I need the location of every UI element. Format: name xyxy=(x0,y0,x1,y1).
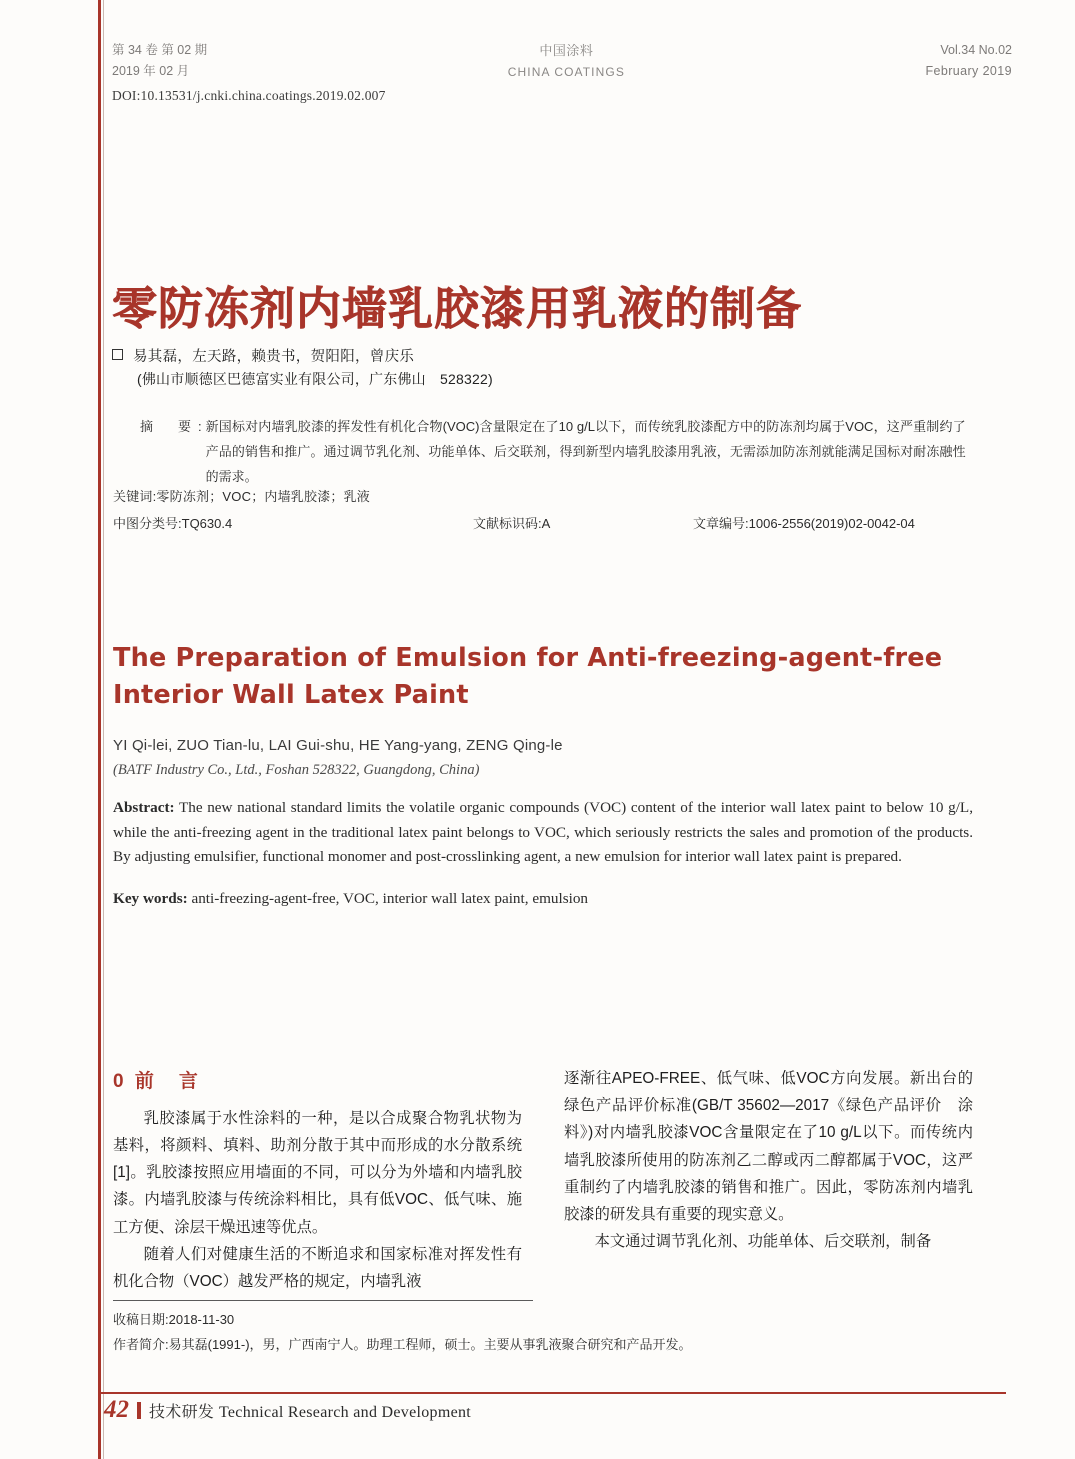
article-id-label: 文章编号: xyxy=(693,516,749,531)
author-bio xyxy=(113,1333,933,1358)
paragraph: 逐渐往APEO-FREE、低气味、低VOC方向发展。新出台的绿色产品评价标准(GB/T 35602—2017《绿色产品评价 涂料》)对内墙乳胶漆VOC含量限定在了10 g/L以下。而传统内墙乳胶漆所使用的防冻剂乙二醇或丙二醇都属于VOC，这严重制约了内墙乳胶漆的销售和推广。因此，零防冻剂内墙乳胶漆的研发具有重要的现实意义。 xyxy=(564,1070,973,1224)
author-bio-value: 易其磊(1991-)，男，广西南宁人。助理工程师，硕士。主要从事乳液聚合研究和产品开发。 xyxy=(168,1336,692,1352)
journal-name-en: CHINA COATINGS xyxy=(507,65,625,80)
authors-en: YI Qi-lei, ZUO Tian-lu, LAI Gui-shu, HE Yang-yang, ZENG Qing-le xyxy=(113,737,563,754)
journal-name xyxy=(508,40,625,82)
keywords-en-label: Key words: xyxy=(113,890,188,907)
bullet-square-icon xyxy=(112,349,123,360)
body-column-right xyxy=(564,1065,973,1295)
clc-value: TQ630.4 xyxy=(181,516,233,531)
date-cn: 2019 年 02 月 xyxy=(112,64,190,79)
page-title-cn: 零防冻剂内墙乳胶漆用乳液的制备 xyxy=(112,282,803,335)
paragraph: 乳胶漆属于水性涂料的一种，是以合成聚合物乳状物为基料，将颜料、填料、助剂分散于其中而形成的水分散系统[1]。乳胶漆按照应用墙面的不同，可以分为外墙和内墙乳胶漆。内墙乳胶漆与传统涂料相比，具有低VOC、低气味、施工方便、涂层干燥迅速等优点。 xyxy=(113,1109,522,1236)
footer-divider xyxy=(98,1392,1006,1394)
classification-row xyxy=(113,513,1005,532)
affiliation-cn: (佛山市顺德区巴德富实业有限公司，广东佛山 528322) xyxy=(137,371,493,387)
running-head-volume xyxy=(112,40,207,83)
footer-accent-bar xyxy=(137,1402,141,1419)
volume-issue-en: Vol.34 No.02 xyxy=(940,43,1012,57)
clc-field xyxy=(113,513,473,532)
article-id-value: 1006-2556(2019)02-0042-04 xyxy=(748,516,915,531)
doi-text: DOI:10.13531/j.cnki.china.coatings.2019.02.007 xyxy=(112,88,386,103)
footnote-divider xyxy=(113,1300,533,1301)
page-number: 42 xyxy=(104,1396,129,1423)
keywords-en-text: anti-freezing-agent-free, VOC, interior wall latex paint, emulsion xyxy=(187,890,589,907)
left-accent-rule-thin xyxy=(103,0,104,1459)
date-en: February 2019 xyxy=(925,64,1012,79)
running-head-volume-en xyxy=(925,40,1012,83)
keywords-cn-text: 零防冻剂；VOC；内墙乳胶漆；乳液 xyxy=(156,489,370,504)
authors-cn xyxy=(112,345,414,366)
paragraph: 本文通过调节乳化剂、功能单体、后交联剂，制备 xyxy=(594,1233,932,1251)
affiliation-en: (BATF Industry Co., Ltd., Foshan 528322, Guangdong, China) xyxy=(113,762,480,778)
page-title-en: The Preparation of Emulsion for Anti-freezing-agent-free Interior Wall Latex Paint xyxy=(113,643,943,710)
footer-label-en: Technical Research and Development xyxy=(218,1404,472,1421)
abstract-en-text: The new national standard limits the volatile organic compounds (VOC) content of the interior wall latex paint to below 10 g/L, while the anti-freezing agent in the traditional latex paint belongs to VOC, which seriously restricts the sales and promotion of the products. By adjusting emulsifier, functional monomer and post-crosslinking agent, a new emulsion for interior wall latex paint is prepared. xyxy=(113,799,973,866)
abstract-en xyxy=(113,796,973,870)
keywords-en xyxy=(113,890,973,908)
paragraph: 随着人们对健康生活的不断追求和国家标准对挥发性有机化合物（VOC）越发严格的规定，内墙乳液 xyxy=(113,1245,522,1291)
section-number: 0 xyxy=(113,1071,127,1092)
authors-cn-names: 易其磊，左天路，赖贵书，贺阳阳，曾庆乐 xyxy=(133,349,415,365)
doc-code-label: 文献标识码: xyxy=(473,516,542,531)
section-heading xyxy=(113,1065,522,1099)
page-footer xyxy=(104,1396,471,1424)
abstract-cn-label: 摘 要 xyxy=(140,419,198,434)
left-accent-rule xyxy=(98,0,101,1459)
body-columns xyxy=(113,1065,973,1295)
keywords-cn xyxy=(113,486,370,505)
doc-code-field xyxy=(473,513,693,532)
volume-issue-cn: 第 34 卷 第 02 期 xyxy=(112,43,208,57)
journal-name-cn: 中国涂料 xyxy=(539,43,594,58)
running-head xyxy=(112,40,1012,83)
section-title: 前 言 xyxy=(134,1071,201,1092)
received-date-label: 收稿日期: xyxy=(113,1312,169,1327)
abstract-cn-text: 新国标对内墙乳胶漆的挥发性有机化合物(VOC)含量限定在了10 g/L以下，而传统乳胶漆配方中的防冻剂均属于VOC，这严重制约了产品的销售和推广。通过调节乳化剂、功能单体、后交联剂，得到新型内墙乳胶漆用乳液，无需添加防冻剂就能满足国标对耐冻融性的需求。 xyxy=(205,419,966,484)
abstract-en-label: Abstract: xyxy=(113,799,175,816)
body-column-left xyxy=(113,1065,522,1295)
article-id-field xyxy=(693,513,1005,532)
keywords-cn-label: 关键词: xyxy=(113,489,157,504)
abstract-cn-colon: : xyxy=(198,419,202,434)
author-bio-label: 作者简介: xyxy=(113,1336,169,1352)
footnote-block xyxy=(113,1308,933,1357)
received-date xyxy=(113,1308,933,1333)
received-date-value: 2018-11-30 xyxy=(168,1312,235,1327)
doc-code-value: A xyxy=(541,516,551,531)
footer-label-cn: 技术研发 xyxy=(149,1404,215,1421)
clc-label: 中图分类号: xyxy=(113,516,182,531)
abstract-cn xyxy=(140,415,970,490)
footer-section-label xyxy=(149,1399,471,1422)
